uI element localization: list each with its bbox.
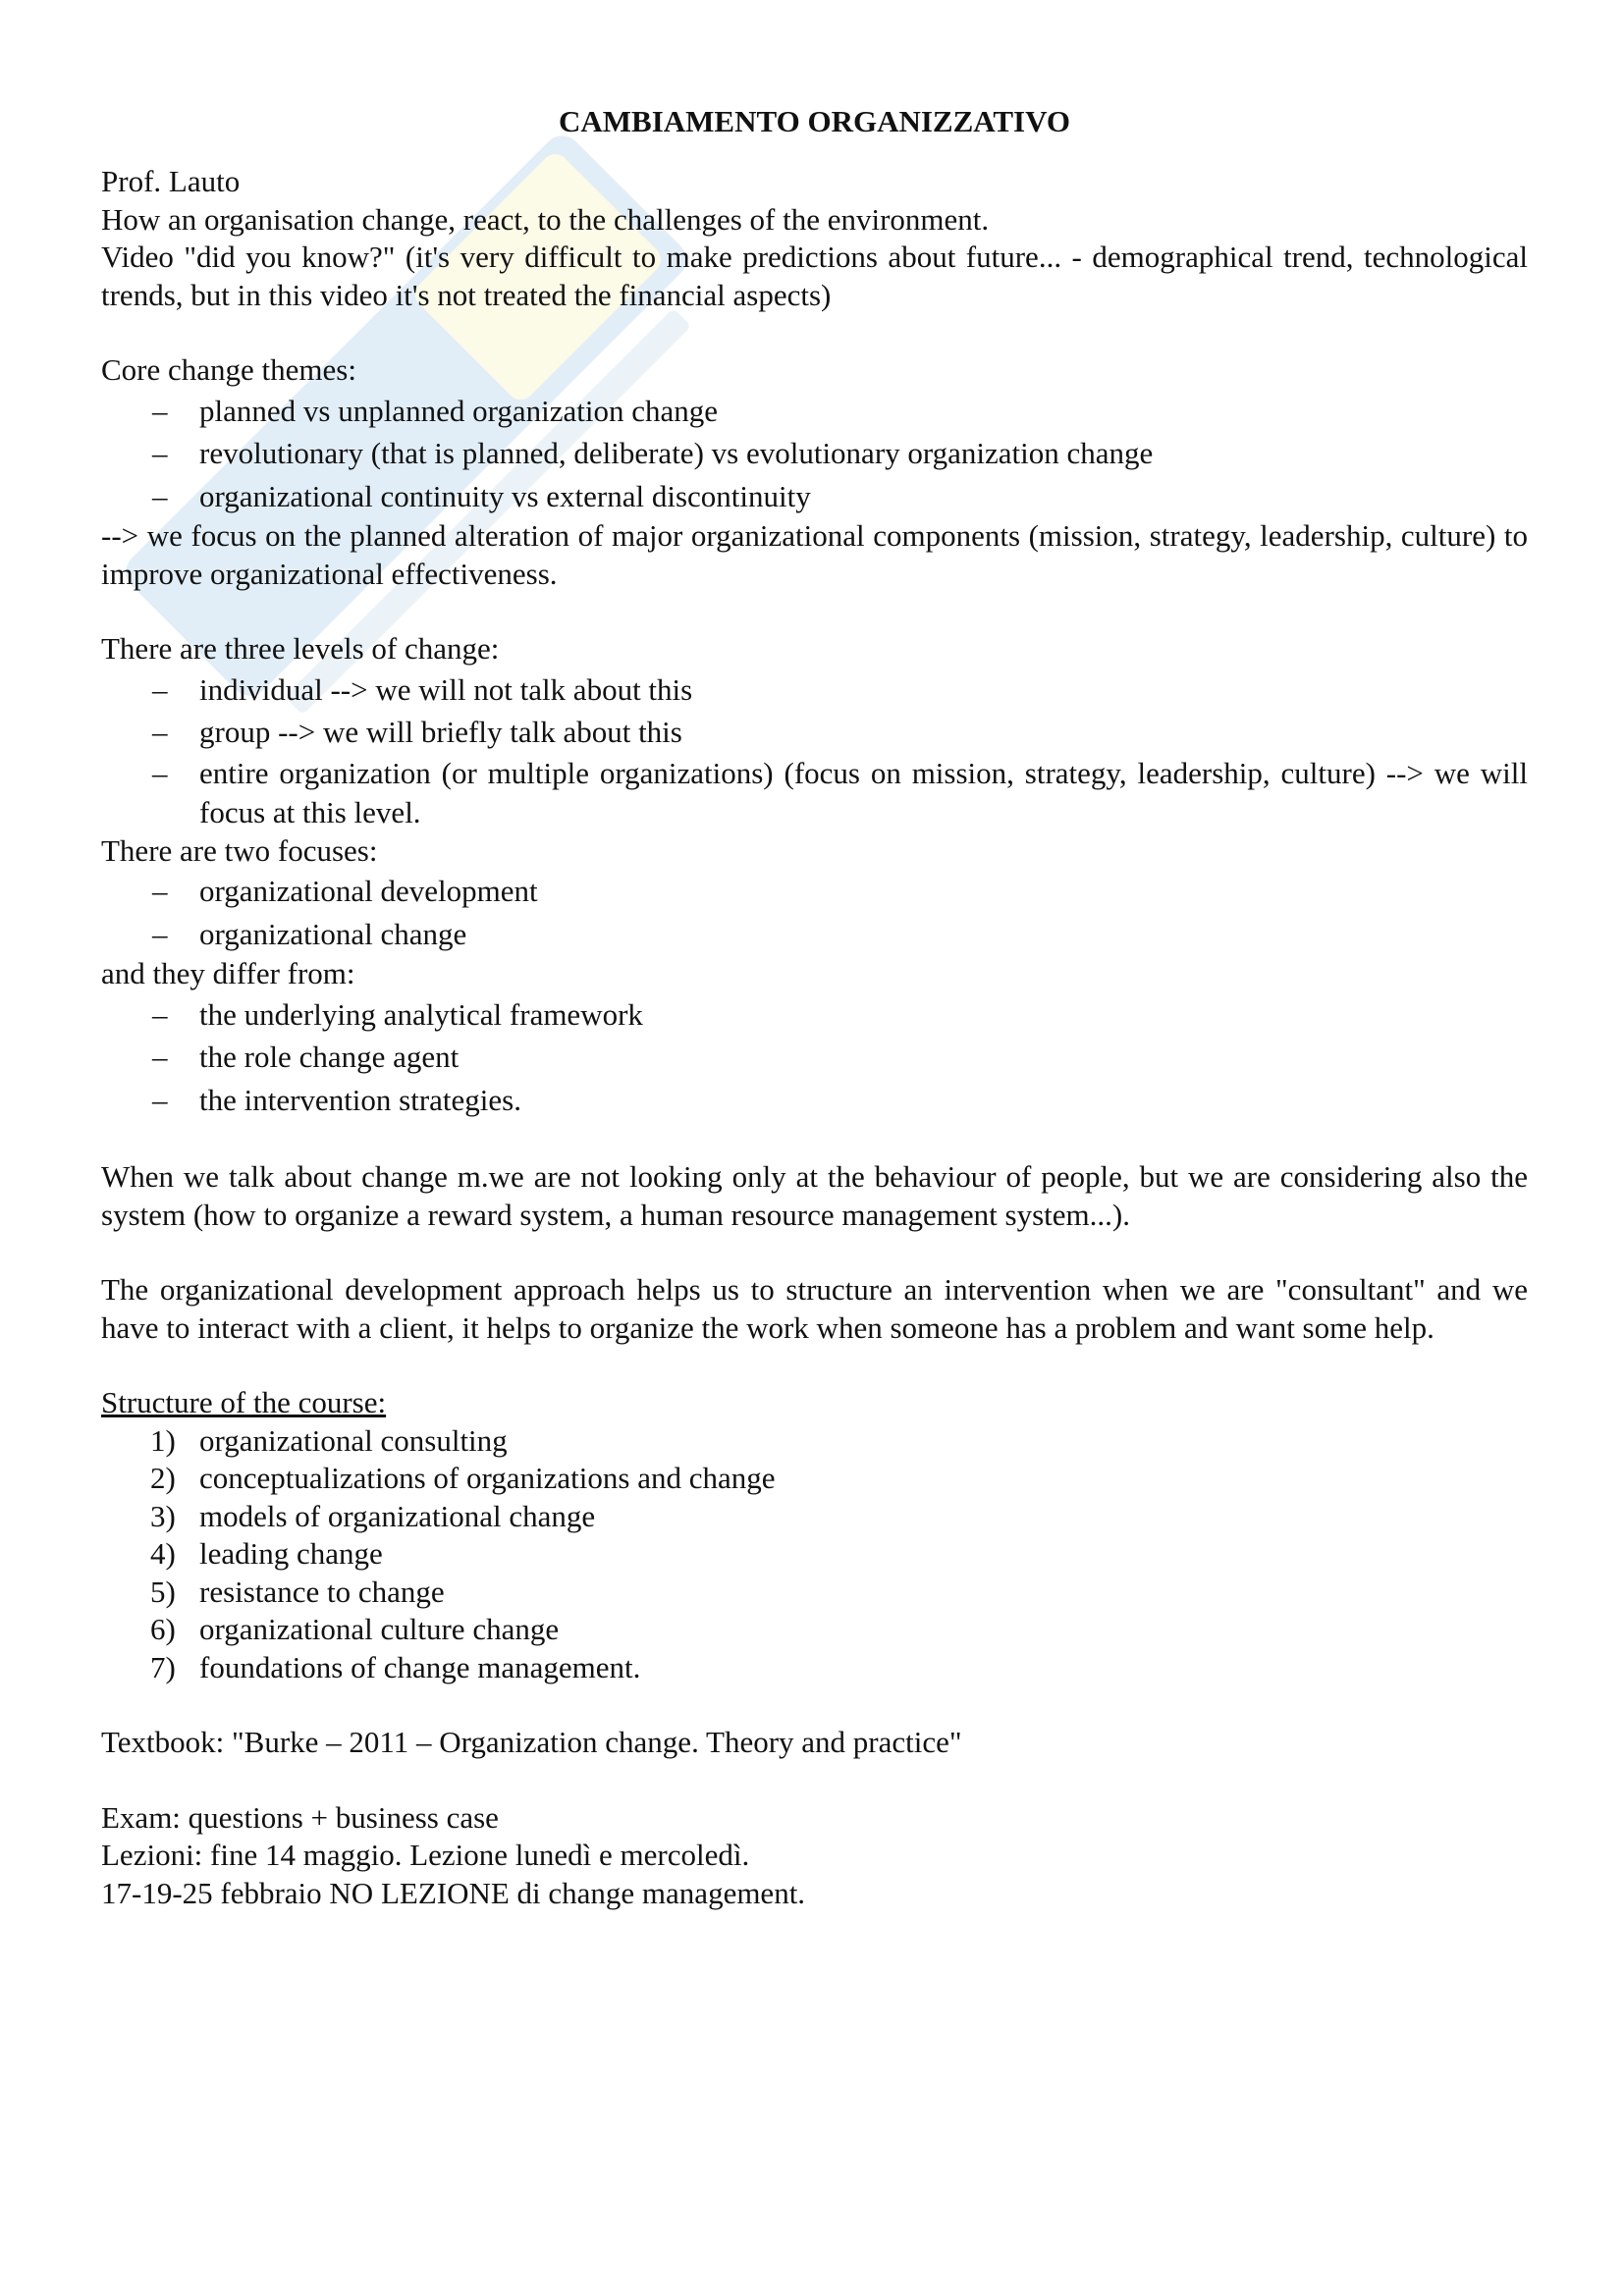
item-number: 6) — [150, 1612, 176, 1646]
dash-bullet: – — [152, 436, 168, 470]
dash-bullet: – — [152, 874, 168, 908]
spacer — [101, 1121, 1528, 1158]
differ-heading: and they differ from: — [101, 956, 355, 990]
professor-line: Prof. Lauto — [101, 164, 241, 198]
levels-list — [101, 668, 1528, 832]
list-item: – group --> we will briefly talk about this — [101, 711, 1528, 754]
focuses-heading: There are two focuses: — [101, 832, 378, 868]
levels-heading: There are three levels of change: — [101, 631, 500, 666]
video-paragraph: Video "did you know?" (it's very difficult to make predictions about future... - demographical trend, technological trends, but in this video it's not treated the financial aspects) — [101, 240, 1528, 312]
lezioni-line: Lezioni: fine 14 maggio. Lezione lunedì e mercoledì. — [101, 1838, 750, 1872]
differ-list — [101, 993, 1528, 1122]
dash-bullet: – — [152, 478, 168, 513]
dash-bullet: – — [152, 671, 168, 707]
dash-bullet: – — [152, 393, 168, 428]
spacer — [101, 1762, 1528, 1799]
focuses-list — [101, 870, 1528, 955]
page-title: CAMBIAMENTO ORGANIZZATIVO — [559, 104, 1070, 138]
item-number: 5) — [150, 1574, 176, 1609]
spacer — [101, 1686, 1528, 1724]
dash-bullet: – — [152, 715, 168, 749]
document-content — [101, 100, 1528, 1912]
list-item: – organizational development — [101, 870, 1528, 913]
list-item: 4) leading change — [101, 1535, 1528, 1574]
no-lezione-line: 17-19-25 febbraio NO LEZIONE di change management. — [101, 1875, 806, 1910]
list-item: – revolutionary (that is planned, deliberate) vs evolutionary organization change — [101, 432, 1528, 475]
dash-bullet: – — [152, 755, 168, 790]
structure-heading: Structure of the course: — [101, 1385, 387, 1419]
textbook-line: Textbook: "Burke – 2011 – Organization change. Theory and practice" — [101, 1725, 962, 1759]
dash-bullet: – — [152, 996, 168, 1032]
od-approach-paragraph: The organizational development approach helps us to structure an intervention when we are "consultant" and we have to interact with a client, it helps to organize the work when someone has a problem and want some help. — [101, 1272, 1528, 1345]
list-item: 6) organizational culture change — [101, 1611, 1528, 1649]
list-item: 3) models of organizational change — [101, 1498, 1528, 1536]
item-number: 1) — [150, 1422, 176, 1458]
focus-paragraph: --> we focus on the planned alteration of major organizational components (mission, strategy, leadership, culture) to improve organizational effectiveness. — [101, 518, 1528, 591]
item-number: 2) — [150, 1461, 176, 1495]
dash-bullet: – — [152, 1082, 168, 1117]
item-number: 7) — [150, 1649, 176, 1684]
list-item: – entire organization (or multiple organizations) (focus on mission, strategy, leadership, culture) --> we will focus at this level. — [152, 755, 1528, 829]
list-item: – the role change agent — [101, 1036, 1528, 1079]
list-item: – the intervention strategies. — [101, 1079, 1528, 1122]
spacer — [101, 1234, 1528, 1271]
core-themes-heading: Core change themes: — [101, 352, 356, 387]
intro-line: How an organisation change, react, to the challenges of the environment. — [101, 201, 990, 237]
list-item: 5) resistance to change — [101, 1574, 1528, 1612]
list-item: – planned vs unplanned organization change — [101, 390, 1528, 433]
list-item: – organizational continuity vs external discontinuity — [101, 475, 1528, 518]
dash-bullet: – — [152, 1040, 168, 1074]
spacer — [101, 1347, 1528, 1384]
item-number: 4) — [150, 1536, 176, 1571]
list-item: 7) foundations of change management. — [101, 1649, 1528, 1687]
list-item: – individual --> we will not talk about this — [101, 668, 1528, 712]
spacer — [101, 314, 1528, 351]
dash-bullet: – — [152, 916, 168, 951]
core-themes-list — [101, 390, 1528, 518]
list-item: – organizational change — [101, 913, 1528, 956]
list-item: 1) organizational consulting — [101, 1422, 1528, 1461]
exam-line: Exam: questions + business case — [101, 1799, 499, 1835]
list-item: 2) conceptualizations of organizations and change — [101, 1460, 1528, 1498]
structure-list — [101, 1422, 1528, 1687]
change-paragraph: When we talk about change m.we are not looking only at the behaviour of people, but we are considering also the system (how to organize a reward system, a human resource management system...). — [101, 1159, 1528, 1232]
item-number: 3) — [150, 1498, 176, 1533]
spacer — [101, 593, 1528, 630]
list-item: – the underlying analytical framework — [101, 993, 1528, 1037]
